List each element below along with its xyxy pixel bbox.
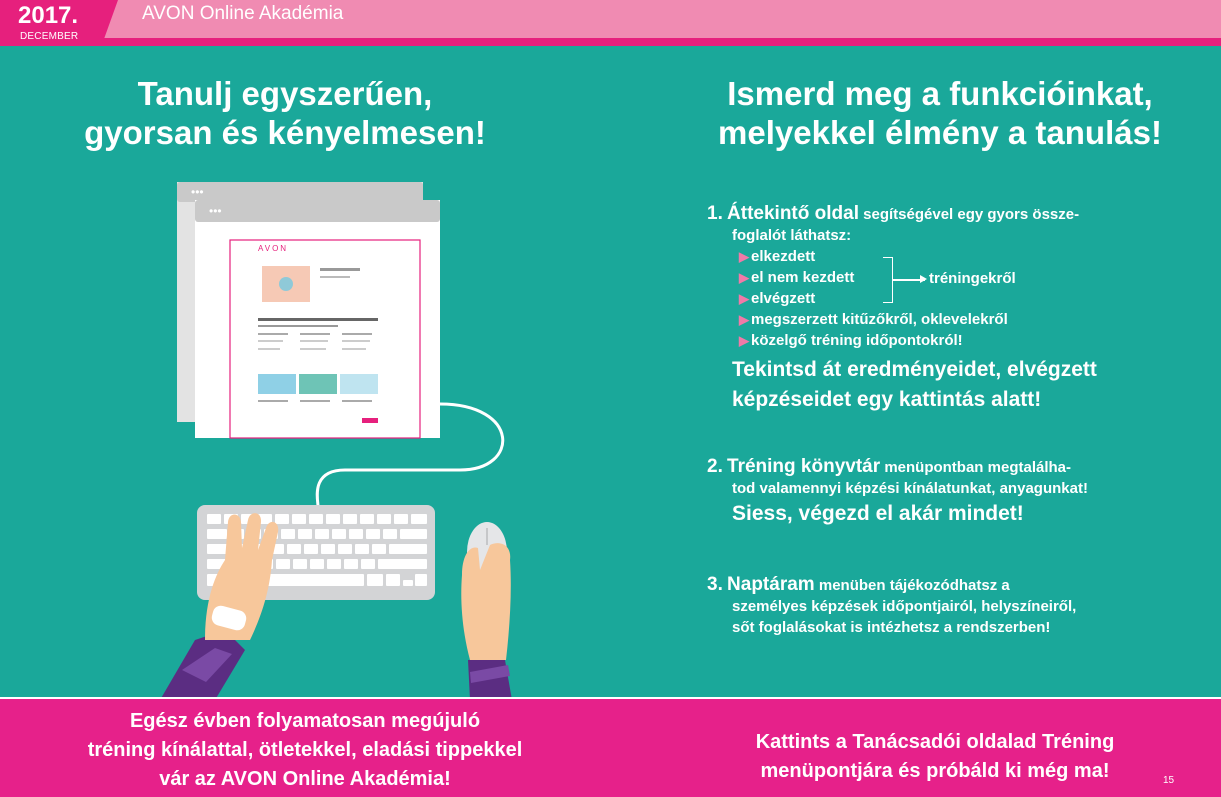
bullet-arrow-icon: ▶ bbox=[739, 312, 749, 327]
footer-left-line1: Egész évben folyamatosan megújuló bbox=[129, 710, 481, 732]
feature-library-intro bbox=[707, 456, 1207, 478]
feature-overview-emph1: Tekintsd át eredményeidet, elvégzett bbox=[732, 358, 1097, 381]
header-accent-line bbox=[0, 38, 1221, 46]
feature-overview-title: Áttekintő oldal bbox=[727, 203, 859, 224]
footer-left-line2: tréning kínálattal, ötletekkel, eladási tippekkel bbox=[87, 739, 523, 761]
bullet-arrow-icon: ▶ bbox=[739, 249, 749, 264]
feature-library-title: Tréning könyvtár bbox=[727, 456, 881, 477]
headline-right bbox=[660, 74, 1220, 152]
footer-left-text bbox=[20, 707, 590, 794]
bullet-arrow-icon: ▶ bbox=[739, 291, 749, 306]
feature-calendar-number: 3. bbox=[707, 574, 723, 595]
feature-calendar-title: Naptáram bbox=[727, 574, 815, 595]
feature-calendar-text3: sőt foglalásokat is intézhetsz a rendszerben! bbox=[732, 619, 1051, 636]
list-item: ▶ elvégzett bbox=[739, 290, 816, 307]
feature-overview bbox=[707, 203, 1207, 415]
feature-overview-text2: foglalót láthatsz: bbox=[732, 227, 852, 244]
browser-window-front bbox=[195, 200, 440, 438]
feature-overview-emph2: képzéseidet egy kattintás alatt! bbox=[732, 388, 1042, 411]
feature-library bbox=[707, 456, 1207, 529]
footer-right-line2: menüpontjára és próbáld ki még ma! bbox=[760, 760, 1110, 782]
mockup-logo: AVON bbox=[258, 244, 289, 253]
feature-library-text1: menüpontban megtalálha- bbox=[884, 459, 1071, 476]
footer-right-line1: Kattints a Tanácsadói oldalad Tréning bbox=[755, 731, 1115, 753]
list-item: ▶ közelgő tréning időpontokról! bbox=[739, 332, 963, 349]
feature-library-emph: Siess, végezd el akár mindet! bbox=[732, 502, 1024, 525]
issue-month: DECEMBER bbox=[20, 31, 79, 42]
bracket-label: tréningekről bbox=[929, 270, 1016, 287]
feature-calendar bbox=[707, 574, 1207, 638]
headline-left-line1: Tanulj egyszerűen, bbox=[137, 75, 433, 112]
feature-library-text2: tod valamennyi képzési kínálatunkat, anyagunkat! bbox=[732, 480, 1088, 497]
bracket bbox=[883, 257, 893, 303]
feature-calendar-text2: személyes képzések időpontjairól, helyszíneiről, bbox=[732, 598, 1077, 615]
svg-text:•••: ••• bbox=[209, 204, 222, 218]
bullet-arrow-icon: ▶ bbox=[739, 270, 749, 285]
right-hand bbox=[461, 543, 512, 700]
feature-calendar-text1: menüben tájékozódhatsz a bbox=[818, 577, 1010, 594]
svg-text:•••: ••• bbox=[191, 185, 204, 199]
page-number: 15 bbox=[1163, 775, 1175, 786]
list-item: ▶ elkezdett bbox=[739, 248, 816, 265]
list-item: ▶ megszerzett kitűzőkről, oklevelekről bbox=[739, 311, 1008, 328]
feature-library-number: 2. bbox=[707, 456, 723, 477]
headline-right-line2: melyekkel élmény a tanulás! bbox=[718, 114, 1162, 151]
issue-year: 2017. bbox=[18, 2, 79, 29]
footer-right-text bbox=[700, 728, 1170, 786]
brand-title: AVON Online Akadémia bbox=[142, 3, 344, 24]
bullet-arrow-icon: ▶ bbox=[739, 333, 749, 348]
footer-left-line3: vár az AVON Online Akadémia! bbox=[159, 768, 451, 790]
computer-illustration bbox=[0, 170, 560, 700]
headline-right-line1: Ismerd meg a funkcióinkat, bbox=[727, 75, 1153, 112]
feature-overview-text1: segítségével egy gyors össze- bbox=[863, 206, 1080, 223]
list-item: ▶ el nem kezdett bbox=[739, 269, 855, 286]
feature-overview-number: 1. bbox=[707, 203, 723, 224]
arrow-right-icon bbox=[893, 279, 925, 281]
headline-left-line2: gyorsan és kényelmesen! bbox=[84, 114, 486, 151]
feature-overview-intro bbox=[707, 203, 1207, 225]
feature-calendar-intro bbox=[707, 574, 1207, 596]
headline-left bbox=[40, 74, 530, 152]
feature-overview-list bbox=[707, 246, 1207, 351]
